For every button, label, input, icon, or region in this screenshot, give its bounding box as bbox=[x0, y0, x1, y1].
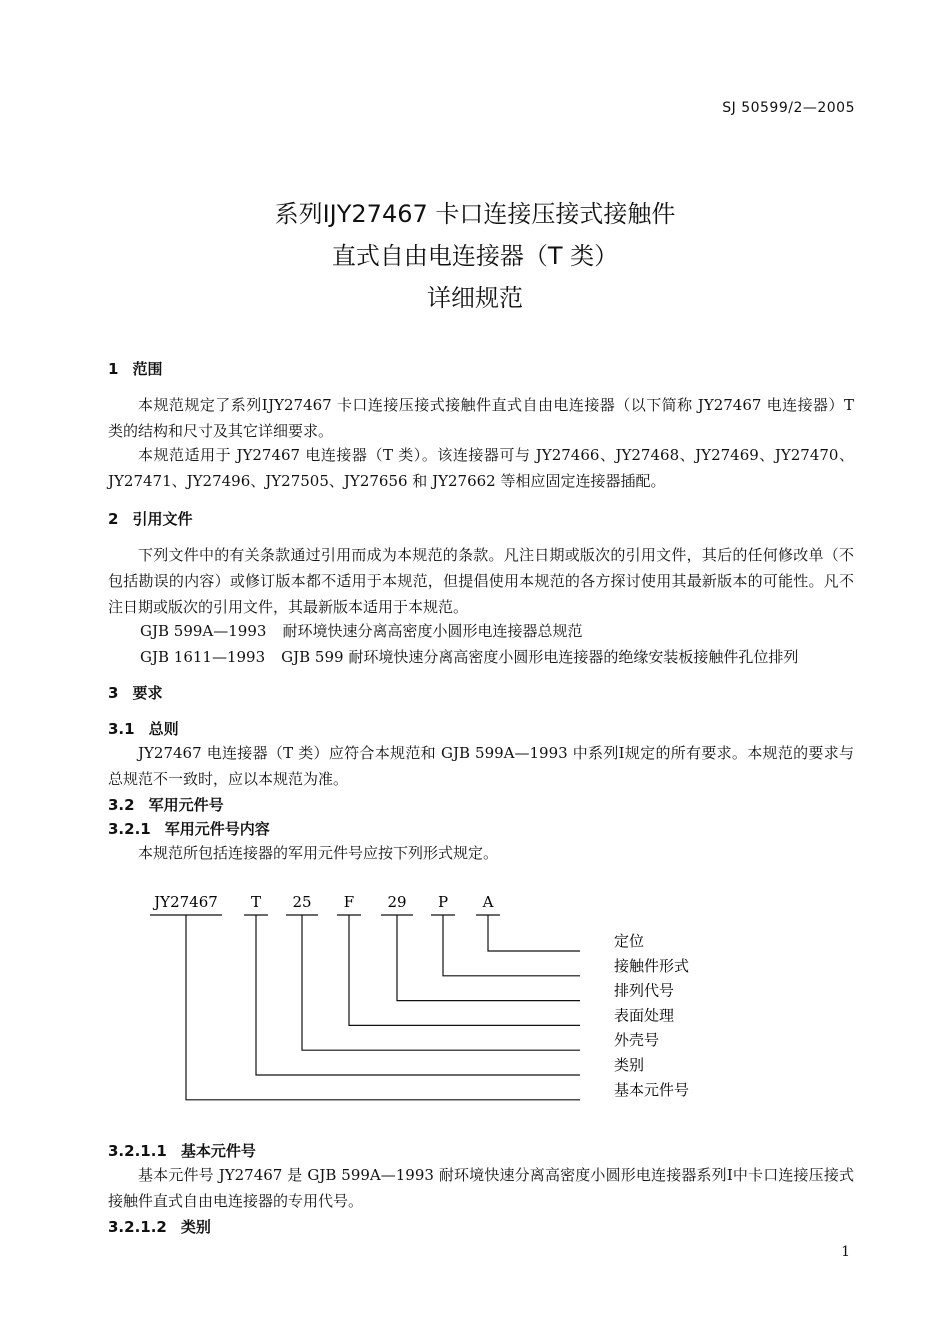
title-line-2: 直式自由电连接器（T 类） bbox=[331, 242, 619, 270]
section-number: 3.2.1.1 bbox=[108, 1142, 167, 1160]
title-line-1: 系列ⅠJY27467 卡口连接压接式接触件 bbox=[274, 200, 676, 228]
section-3-1-paragraph: JY27467 电连接器（T 类）应符合本规范和 GJB 599A—1993 中系列Ⅰ规定的所有要求。本规范的要求与总规范不一致时，应以本规范为准。 bbox=[108, 744, 854, 788]
reference-item bbox=[140, 646, 798, 667]
section-3-2-1-1-heading bbox=[108, 1140, 256, 1161]
section-1-paragraph-2: 本规范适用于 JY27467 电连接器（T 类）。该连接器可与 JY27466、JY27468、JY27469、JY27470、JY27471、JY27496、JY27505、JY27656 和 JY27662 等相应固定连接器插配。 bbox=[108, 446, 854, 490]
section-2-paragraph-1: 下列文件中的有关条款通过引用而成为本规范的条款。凡注日期或版次的引用文件，其后的任何修改单（不包括勘误的内容）或修订版本都不适用于本规范，但提倡使用本规范的各方探讨使用其最新版本的可能性。凡不注日期或版次的引用文件，其最新版本适用于本规范。 bbox=[108, 546, 854, 616]
section-3-2-1-1-paragraph: 基本元件号 JY27467 是 GJB 599A—1993 耐环境快速分离高密度小圆形电连接器系列Ⅰ中卡口连接压接式接触件直式自由电连接器的专用代号。 bbox=[108, 1166, 854, 1210]
section-number: 3.1 bbox=[108, 720, 135, 738]
title-line-3: 详细规范 bbox=[427, 284, 523, 312]
part-field-label: 表面处理 bbox=[614, 1006, 675, 1025]
part-code-segment: 29 bbox=[387, 893, 407, 911]
part-code-segment: P bbox=[437, 893, 449, 911]
leader-line bbox=[349, 915, 580, 1025]
section-number: 3.2.1 bbox=[108, 820, 151, 838]
section-title: 基本元件号 bbox=[180, 1142, 256, 1160]
section-2-heading bbox=[108, 508, 192, 529]
section-1-heading bbox=[108, 358, 162, 379]
part-number-diagram bbox=[130, 885, 730, 1115]
part-field-label: 排列代号 bbox=[614, 981, 675, 1000]
reference-title: 耐环境快速分离高密度小圆形电连接器总规范 bbox=[282, 622, 583, 640]
section-title: 范围 bbox=[132, 360, 163, 378]
part-code-segment: A bbox=[482, 893, 494, 911]
section-1-paragraph-1: 本规范规定了系列ⅠJY27467 卡口连接压接式接触件直式自由电连接器（以下简称 JY27467 电连接器）T 类的结构和尺寸及其它详细要求。 bbox=[108, 396, 854, 440]
leader-line bbox=[256, 915, 580, 1075]
leader-line bbox=[488, 915, 580, 951]
part-field-label: 类别 bbox=[614, 1056, 645, 1074]
section-3-2-1-paragraph: 本规范所包括连接器的军用元件号应按下列形式规定。 bbox=[138, 844, 499, 862]
section-number: 3 bbox=[108, 684, 119, 702]
leader-line bbox=[302, 915, 580, 1050]
reference-item bbox=[140, 620, 582, 641]
leader-line bbox=[186, 915, 580, 1100]
reference-title: GJB 599 耐环境快速分离高密度小圆形电连接器的绝缘安装板接触件孔位排列 bbox=[281, 648, 799, 666]
document-code: SJ 50599/2—2005 bbox=[722, 100, 855, 116]
section-number: 3.2.1.2 bbox=[108, 1218, 167, 1236]
section-title: 要求 bbox=[132, 684, 163, 702]
part-field-label: 外壳号 bbox=[614, 1031, 660, 1050]
section-title: 引用文件 bbox=[132, 510, 193, 528]
section-3-2-1-2-heading bbox=[108, 1216, 211, 1237]
section-number: 1 bbox=[108, 360, 119, 378]
section-3-heading bbox=[108, 682, 162, 703]
section-3-1-heading bbox=[108, 718, 179, 739]
page-number: 1 bbox=[841, 1244, 850, 1260]
part-code-segment: 25 bbox=[292, 893, 312, 911]
section-title: 总则 bbox=[148, 720, 179, 738]
section-number: 2 bbox=[108, 510, 119, 528]
section-3-2-1-heading bbox=[108, 818, 270, 839]
reference-code: GJB 1611—1993 bbox=[140, 648, 266, 666]
part-field-label: 基本元件号 bbox=[614, 1080, 690, 1099]
part-field-label: 定位 bbox=[614, 932, 645, 950]
section-title: 军用元件号内容 bbox=[164, 820, 270, 838]
reference-code: GJB 599A—1993 bbox=[140, 622, 267, 640]
part-code-segment: F bbox=[343, 893, 355, 911]
part-code-segment: T bbox=[250, 893, 262, 911]
section-number: 3.2 bbox=[108, 796, 135, 814]
section-title: 军用元件号 bbox=[148, 796, 224, 814]
section-title: 类别 bbox=[180, 1218, 211, 1236]
leader-line bbox=[443, 915, 580, 976]
section-3-2-heading bbox=[108, 794, 224, 815]
part-field-label: 接触件形式 bbox=[614, 956, 690, 975]
part-code-segment: JY27467 bbox=[154, 893, 218, 911]
